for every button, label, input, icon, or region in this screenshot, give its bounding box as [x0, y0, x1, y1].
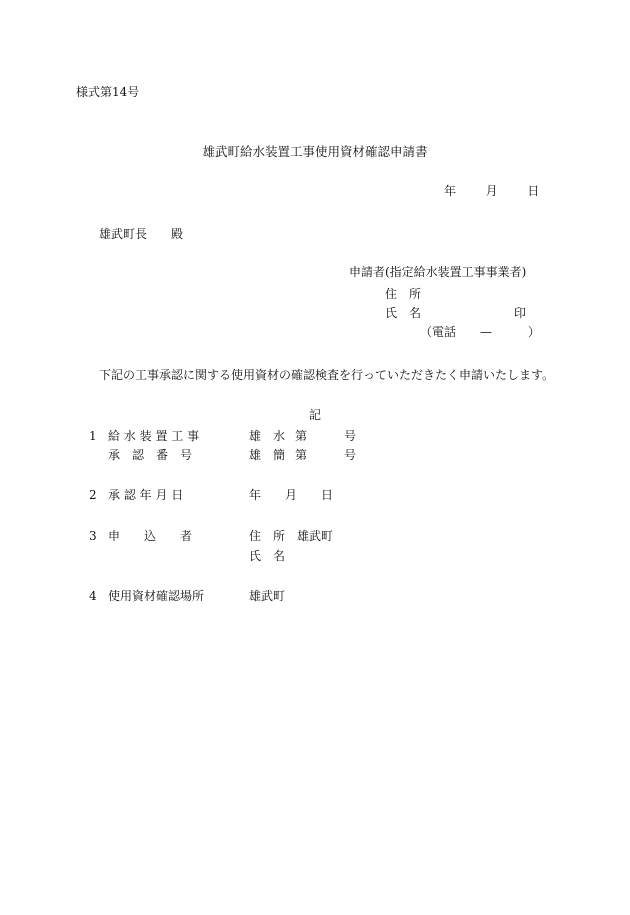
item-3-address: 住 所 雄武町 — [249, 529, 334, 543]
item-1-label2: 承 認 番 号 — [108, 448, 193, 462]
date-day: 日 — [527, 184, 540, 198]
ki-heading: 記 — [309, 408, 322, 422]
item-1-dai-2: 第 — [295, 448, 308, 462]
item-1-go-1: 号 — [344, 429, 357, 443]
form-number: 様式第14号 — [76, 85, 140, 99]
item-1-prefix-1: 雄 水 — [249, 429, 286, 443]
addressee: 雄武町長 殿 — [99, 227, 184, 241]
item-3-label: 申 込 者 — [108, 529, 193, 543]
applicant-address-label: 住 所 — [385, 287, 422, 301]
item-4-value: 雄武町 — [249, 589, 286, 603]
item-3-name: 氏 名 — [249, 549, 286, 563]
item-4-number: 4 — [89, 589, 97, 603]
applicant-heading: 申請者(指定給水装置工事事業者) — [349, 265, 527, 279]
date-month: 月 — [485, 184, 498, 198]
applicant-name-label: 氏 名 — [385, 306, 422, 320]
applicant-phone: （電話 — ） — [420, 325, 541, 339]
document-title: 雄武町給水装置工事使用資材確認申請書 — [202, 144, 428, 159]
seal-mark: 印 — [514, 306, 527, 320]
item-1-number: 1 — [89, 429, 97, 443]
item-3-number: 3 — [89, 529, 97, 543]
item-1-dai-1: 第 — [295, 429, 308, 443]
item-1-prefix-2: 雄 簡 — [249, 448, 286, 462]
date-line — [444, 184, 539, 198]
item-2-value: 年 月 日 — [249, 488, 334, 502]
item-1-go-2: 号 — [344, 448, 357, 462]
date-year: 年 — [444, 184, 457, 198]
item-4-label: 使用資材確認場所 — [108, 589, 205, 603]
item-2-number: 2 — [89, 488, 97, 502]
item-2-label: 承 認 年 月 日 — [108, 488, 184, 502]
item-1-label: 給 水 装 置 工 事 — [108, 429, 200, 443]
request-text: 下記の工事承認に関する使用資材の確認検査を行っていただきたく申請いたします。 — [99, 368, 555, 382]
